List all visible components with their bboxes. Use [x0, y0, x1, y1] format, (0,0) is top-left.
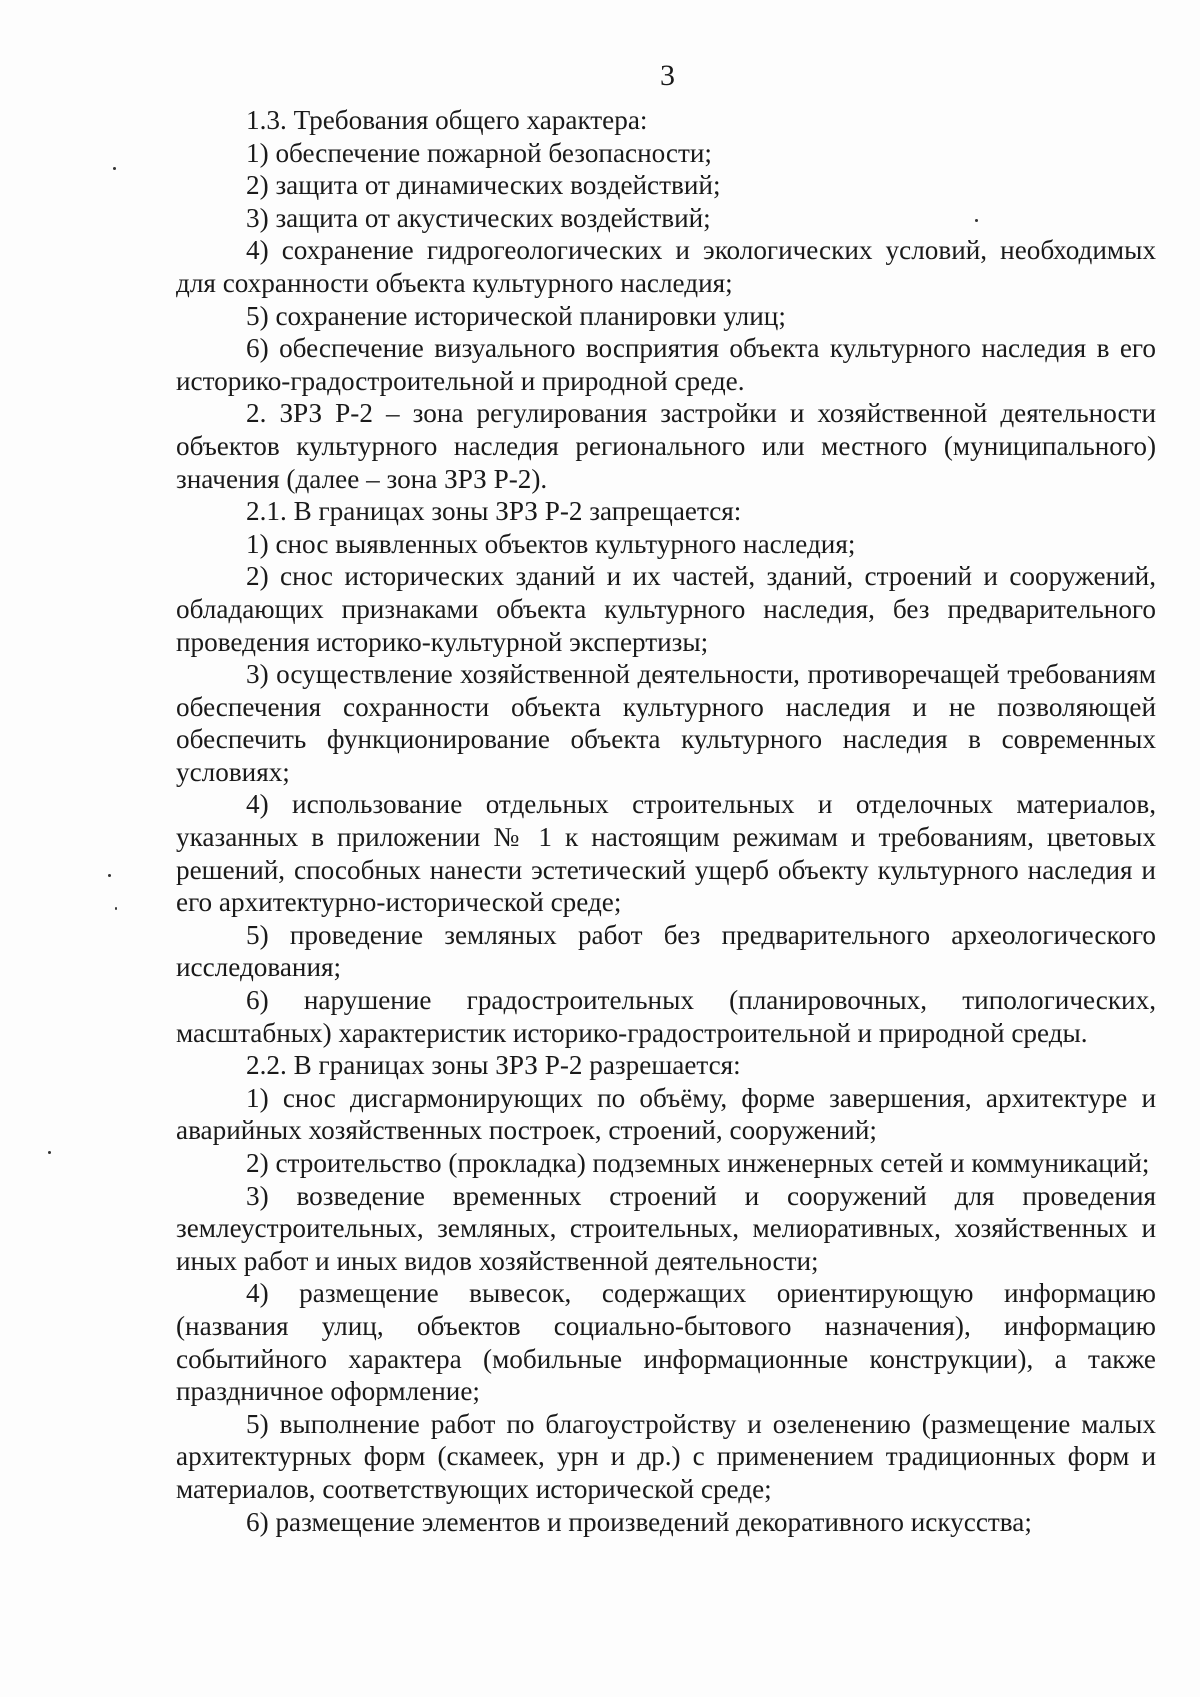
paragraph-1-3-heading: 1.3. Требования общего характера: [246, 105, 648, 135]
scan-speck [975, 219, 978, 222]
scan-speck [108, 874, 111, 877]
paragraph-2-1-item-6: 6) нарушение градостроительных (планировочных, типологических, масштабных) характеристик историко-градостроительной и природной среды. [176, 985, 1156, 1048]
paragraph-2-2-item-6: 6) размещение элементов и произведений декоративного искусства; [246, 1506, 1032, 1537]
paragraph-2-1-item-1: 1) снос выявленных объектов культурного наследия; [246, 528, 856, 559]
paragraph-1-3-item-6: 6) обеспечение визуального восприятия объекта культурного наследия в его историко-градостроительной и природной среде. [176, 333, 1156, 396]
paragraph-2-2-item-3: 3) возведение временных строений и сооружений для проведения землеустроительных, земляных, строительных, мелиоративных, хозяйственных и иных работ и иных видов хозяйственной деятельности; [176, 1180, 1156, 1276]
paragraph-2-1-item-4: 4) использование отдельных строительных и отделочных материалов, указанных в приложении № 1 к настоящим режимам и требованиям, цветовых решений, способных нанести эстетический ущерб объекту культурного наследия и его архитектурно-исторической среде; [176, 789, 1156, 918]
paragraph-2-1-item-5: 5) проведение земляных работ без предварительного археологического исследования; [176, 919, 1156, 983]
paragraph-2-2-item-5: 5) выполнение работ по благоустройству и озеленению (размещение малых архитектурных форм (скамеек, урн и др.) с применением традиционных форм и материалов, соответствующих исторической среде; [176, 1408, 1156, 1504]
paragraph-2-2-item-4: 4) размещение вывесок, содержащих ориентирующую информацию (названия улиц, объектов социально-бытового назначения), информацию событийного характера (мобильные информационные конструкции), а также праздничное оформление; [176, 1278, 1156, 1407]
paragraph-2-1-item-3: 3) осуществление хозяйственной деятельности, противоречащей требованиям обеспечения сохранности объекта культурного наследия и не позволяющей обеспечить функционирование объекта культурного наследия в современных условиях; [176, 659, 1156, 787]
paragraph-2-zone-definition: 2. ЗРЗ Р-2 – зона регулирования застройки и хозяйственной деятельности объектов культурного наследия регионального или местного (муниципального) значения (далее – зона ЗРЗ Р-2). [176, 398, 1156, 494]
paragraph-2-1-item-2: 2) снос исторических зданий и их частей, зданий, строений и сооружений, обладающих признаками объекта культурного наследия, без предварительного проведения историко-культурной экспертизы; [176, 561, 1156, 657]
scan-speck [48, 1151, 51, 1154]
paragraph-2-2-heading: 2.2. В границах зоны ЗРЗ Р-2 разрешается: [246, 1050, 741, 1081]
scan-speck [113, 167, 116, 170]
paragraph-2-2-item-2: 2) строительство (прокладка) подземных инженерных сетей и коммуникаций; [246, 1148, 1150, 1178]
paragraph-2-1-heading: 2.1. В границах зоны ЗРЗ Р-2 запрещается: [246, 496, 742, 527]
paragraph-1-3-item-5: 5) сохранение исторической планировки улиц; [246, 300, 786, 331]
page-number: 3 [660, 59, 675, 92]
document-body [176, 104, 1156, 1538]
paragraph-1-3-item-2: 2) защита от динамических воздействий; [246, 170, 721, 201]
paragraph-1-3-item-3: 3) защита от акустических воздействий; [246, 202, 711, 233]
paragraph-1-3-item-4: 4) сохранение гидрогеологических и экологических условий, необходимых для сохранности объекта культурного наследия; [176, 235, 1156, 298]
paragraph-1-3-item-1: 1) обеспечение пожарной безопасности; [246, 137, 712, 168]
scan-speck [115, 907, 117, 910]
paragraph-2-2-item-1: 1) снос дисгармонирующих по объёму, форме завершения, архитектуре и аварийных хозяйственных построек, строений, сооружений; [176, 1082, 1156, 1146]
